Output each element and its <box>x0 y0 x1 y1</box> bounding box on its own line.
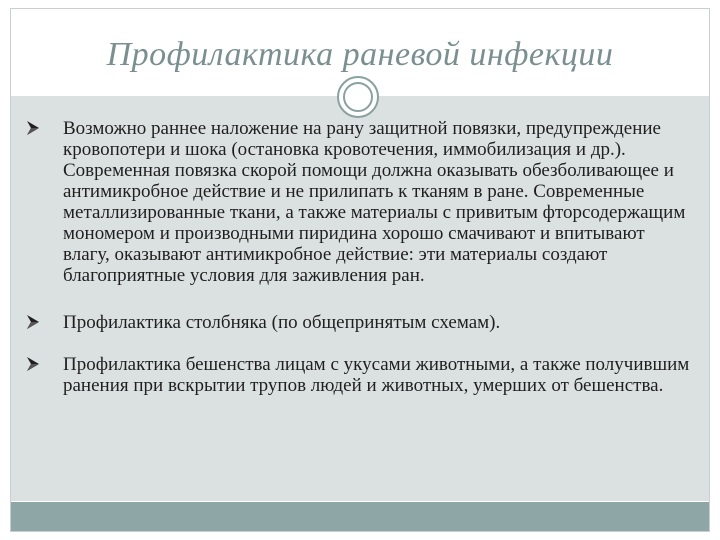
footer-bar <box>11 502 709 531</box>
circle-ornament-icon <box>337 76 379 118</box>
bullet-list <box>25 118 695 396</box>
arrow-bullet-icon <box>25 354 43 374</box>
bullet-text: Профилактика столбняка (по общепринятым схемам). <box>63 312 501 333</box>
bullet-text: Возможно раннее наложение на рану защитной повязки, предупреждение кровопотери и шока (остановка кровотечения, иммобилизация и др.). Современная повязка скорой помощи должна оказывать обезболивающее и антимикробное действие и не прилипать к тканям в ране. Современные металлизированные ткани, а также материалы с привитым фторсодержащим мономером и производными пиридина хорошо смачивают и впитывают влагу, оказывают антимикробное действие: эти материалы создают благоприятные условия для заживления ран. <box>63 118 686 286</box>
arrow-bullet-icon <box>25 118 43 138</box>
bullet-text: Профилактика бешенства лицам с укусами животными, а также получившим ранения при вскрытии трупов людей и животных, умерших от бешенства. <box>63 354 690 396</box>
arrow-bullet-icon <box>25 312 43 332</box>
list-item <box>25 354 695 396</box>
slide-title: Профилактика раневой инфекции <box>106 36 614 73</box>
circle-ornament-inner <box>343 82 373 112</box>
list-item <box>25 118 695 286</box>
list-item <box>25 312 695 333</box>
